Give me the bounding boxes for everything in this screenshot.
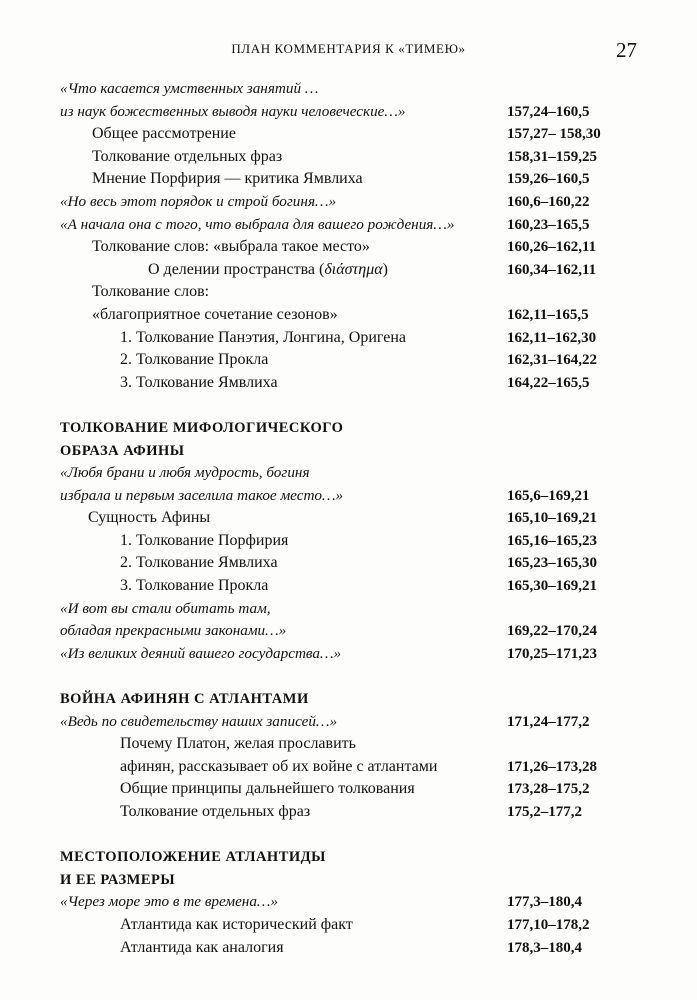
toc-entry bbox=[60, 598, 660, 621]
entry-label-text: Толкование отдельных фраз bbox=[92, 147, 283, 165]
toc-entry bbox=[60, 891, 660, 914]
entry-label bbox=[60, 869, 175, 892]
section-heading bbox=[60, 869, 660, 892]
entry-label-text: 3. Толкование Ямвлиха bbox=[120, 373, 278, 391]
section-heading bbox=[60, 417, 660, 440]
page-range: 158,31–159,25 bbox=[507, 148, 597, 165]
running-title: ПЛАН КОММЕНТАРИЯ К «ТИМЕЮ» bbox=[231, 41, 466, 56]
entry-label bbox=[120, 801, 310, 824]
entry-label-text: избрала и первым заселила такое место…» bbox=[60, 486, 344, 504]
toc-entry bbox=[60, 462, 660, 485]
page-range: 171,26–173,28 bbox=[507, 758, 597, 775]
entry-label-text: «Через море это в те времена…» bbox=[60, 893, 279, 911]
entry-label bbox=[60, 191, 336, 214]
entry-label bbox=[120, 575, 268, 598]
entry-label bbox=[120, 733, 356, 756]
entry-label bbox=[60, 620, 286, 643]
toc-entry bbox=[60, 168, 660, 191]
entry-label-text: «Что касается умственных занятий … bbox=[60, 80, 319, 97]
page-range: 165,6–169,21 bbox=[507, 487, 590, 504]
toc-entry bbox=[60, 620, 660, 643]
page-range: 157,27– 158,30 bbox=[507, 126, 601, 143]
entry-label bbox=[92, 123, 236, 146]
toc-entry bbox=[60, 123, 660, 146]
page-range: 169,22–170,24 bbox=[507, 623, 597, 640]
toc-entry bbox=[60, 778, 660, 801]
entry-label-text: Сущность Афины bbox=[88, 509, 211, 527]
entry-label bbox=[60, 688, 309, 711]
entry-label-suffix: ) bbox=[382, 260, 388, 278]
entry-label bbox=[120, 937, 284, 960]
entry-label bbox=[120, 372, 278, 395]
toc-entry bbox=[60, 552, 660, 575]
entry-label-text: ВОЙНА АФИНЯН С АТЛАНТАМИ bbox=[60, 691, 309, 708]
entry-label-text: «благоприятное сочетание сезонов» bbox=[92, 305, 338, 323]
entry-label bbox=[120, 552, 278, 575]
entry-label bbox=[60, 417, 343, 440]
toc-entry bbox=[60, 733, 660, 756]
toc-entry bbox=[60, 914, 660, 937]
section-heading bbox=[60, 440, 660, 463]
page-range: 178,3–180,4 bbox=[507, 939, 582, 956]
entry-label bbox=[120, 530, 288, 553]
entry-label-text: «Но весь этот порядок и строй богиня…» bbox=[60, 192, 337, 210]
entry-label bbox=[120, 349, 268, 372]
entry-label-text: афинян, рассказывает об их войне с атлантами bbox=[120, 757, 438, 775]
toc-entry bbox=[60, 304, 660, 327]
entry-label bbox=[92, 168, 363, 191]
toc-entry bbox=[60, 78, 660, 101]
entry-label bbox=[60, 711, 337, 734]
entry-label bbox=[92, 236, 370, 259]
entry-label bbox=[60, 598, 271, 621]
entry-label bbox=[92, 304, 338, 327]
page-range: 165,23–165,30 bbox=[507, 555, 597, 572]
toc-entry bbox=[60, 711, 660, 734]
page-range: 160,34–162,11 bbox=[507, 261, 597, 278]
toc-entry bbox=[60, 349, 660, 372]
toc-entry bbox=[60, 575, 660, 598]
entry-label bbox=[60, 440, 185, 463]
section-heading bbox=[60, 846, 660, 869]
page-range: 159,26–160,5 bbox=[507, 171, 590, 188]
toc-entry bbox=[60, 507, 660, 530]
entry-label bbox=[60, 643, 341, 666]
page-range: 162,11–162,30 bbox=[507, 329, 597, 346]
entry-label-text: Атлантида как аналогия bbox=[120, 938, 284, 956]
entry-label bbox=[60, 846, 326, 869]
page-range: 160,6–160,22 bbox=[507, 193, 590, 210]
page-range: 165,16–165,23 bbox=[507, 532, 597, 549]
entry-label-text: МЕСТОПОЛОЖЕНИЕ АТЛАНТИДЫ bbox=[60, 849, 326, 866]
section-heading bbox=[60, 688, 660, 711]
entry-label bbox=[60, 462, 310, 485]
entry-label-text: О делении пространства ( bbox=[148, 260, 325, 278]
page-range: 170,25–171,23 bbox=[507, 645, 597, 662]
page-number: 27 bbox=[616, 38, 637, 62]
page-range: 171,24–177,2 bbox=[507, 713, 590, 730]
entry-label bbox=[92, 146, 282, 169]
entry-label-text: «А начала она с того, что выбрала для вашего рождения…» bbox=[60, 215, 455, 233]
entry-label-text: Мнение Порфирия — критика Ямвлиха bbox=[92, 170, 363, 188]
entry-label-text: «Ведь по свидетельству наших записей…» bbox=[60, 712, 338, 730]
page-range: 162,31–164,22 bbox=[507, 352, 597, 369]
page-range: 175,2–177,2 bbox=[507, 804, 582, 820]
entry-label-text: Толкование отдельных фраз bbox=[120, 803, 311, 820]
entry-label-text: Толкование слов: bbox=[92, 283, 210, 301]
entry-label-text: ТОЛКОВАНИЕ МИФОЛОГИЧЕСКОГО bbox=[60, 419, 344, 436]
entry-label bbox=[60, 101, 406, 124]
entry-label-text: из наук божественных выводя науки человеческие…» bbox=[60, 102, 406, 120]
entry-label bbox=[148, 259, 388, 282]
entry-label bbox=[60, 78, 318, 101]
entry-label-text: И ЕЕ РАЗМЕРЫ bbox=[60, 871, 176, 888]
entry-label-text: 1. Толкование Порфирия bbox=[120, 531, 289, 549]
entry-label-text: «Из великих деяний вашего государства…» bbox=[60, 644, 342, 662]
toc-entry bbox=[60, 281, 660, 304]
entry-label-text: 2. Толкование Ямвлиха bbox=[120, 554, 278, 572]
entry-label-text: «Любя брани и любя мудрость, богиня bbox=[60, 464, 310, 482]
entry-label-text: обладая прекрасными законами…» bbox=[60, 622, 287, 640]
toc-entry bbox=[60, 485, 660, 508]
entry-label bbox=[88, 507, 210, 530]
entry-label-text: Общие принципы дальнейшего толкования bbox=[120, 780, 415, 798]
greek-term: διάστημα bbox=[324, 260, 383, 278]
page-range: 165,10–169,21 bbox=[507, 510, 597, 527]
toc-entry bbox=[60, 236, 660, 259]
entry-label bbox=[60, 485, 343, 508]
page-range: 164,22–165,5 bbox=[507, 374, 590, 391]
entry-label bbox=[60, 214, 454, 237]
toc-entry bbox=[60, 146, 660, 169]
entry-label bbox=[120, 756, 437, 779]
page-range: 165,30–169,21 bbox=[507, 578, 597, 595]
entry-label-text: Толкование слов: «выбрала такое место» bbox=[92, 238, 370, 256]
entry-label-text: Почему Платон, желая прославить bbox=[120, 735, 356, 753]
entry-label bbox=[120, 914, 353, 937]
toc-entry bbox=[60, 801, 660, 824]
page-range: 157,24–160,5 bbox=[507, 103, 590, 120]
page-range: 160,26–162,11 bbox=[507, 239, 597, 256]
entry-label-text: Атлантида как исторический факт bbox=[120, 915, 353, 933]
entry-label bbox=[120, 778, 415, 801]
page-range: 173,28–175,2 bbox=[507, 781, 590, 798]
toc-entry bbox=[60, 327, 660, 350]
entry-label bbox=[120, 327, 406, 350]
toc-entry bbox=[60, 372, 660, 395]
page-range: 177,3–180,4 bbox=[507, 894, 582, 911]
entry-label bbox=[92, 281, 209, 304]
table-of-contents bbox=[60, 78, 660, 959]
page-range: 160,23–165,5 bbox=[507, 216, 590, 233]
toc-entry bbox=[60, 756, 660, 779]
toc-entry bbox=[60, 259, 660, 282]
entry-label-text: 1. Толкование Панэтия, Лонгина, Оригена bbox=[120, 328, 407, 346]
page-range: 177,10–178,2 bbox=[507, 916, 590, 933]
toc-entry bbox=[60, 643, 660, 666]
toc-entry bbox=[60, 530, 660, 553]
entry-label-text: Общее рассмотрение bbox=[92, 125, 236, 143]
toc-entry bbox=[60, 937, 660, 960]
toc-entry bbox=[60, 214, 660, 237]
entry-label-text: 2. Толкование Прокла bbox=[120, 351, 269, 369]
page-range: 162,11–165,5 bbox=[507, 306, 589, 323]
entry-label-text: 3. Толкование Прокла bbox=[120, 577, 269, 595]
entry-label bbox=[60, 891, 278, 914]
toc-entry bbox=[60, 101, 660, 124]
toc-entry bbox=[60, 191, 660, 214]
entry-label-text: «И вот вы стали обитать там, bbox=[60, 599, 271, 617]
page-header bbox=[0, 38, 697, 62]
entry-label-text: ОБРАЗА АФИНЫ bbox=[60, 442, 185, 459]
